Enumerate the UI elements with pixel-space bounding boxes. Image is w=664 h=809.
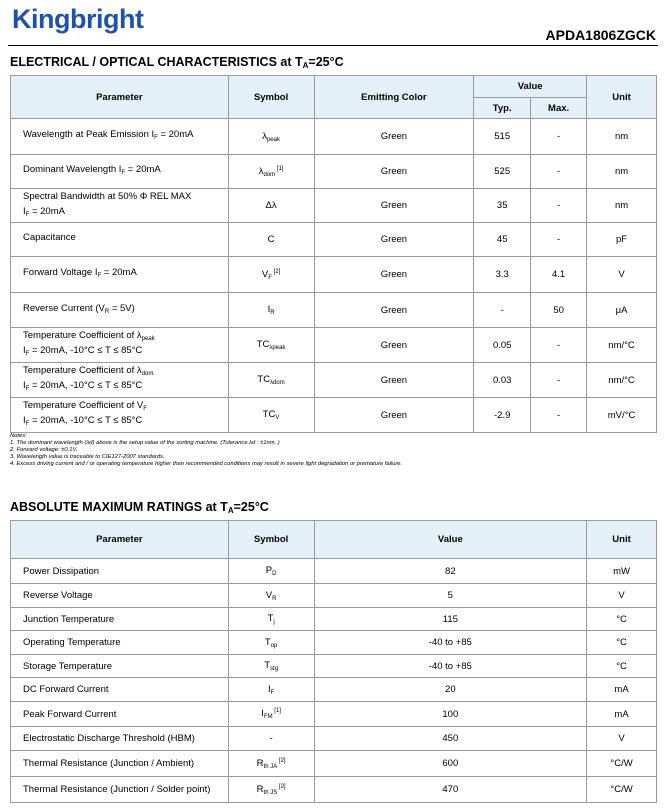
unit-cell: nm/°C <box>587 328 657 363</box>
value-cell: 450 <box>314 727 587 751</box>
parameter-text: I <box>23 345 26 356</box>
parameter-cell: Operating Temperature <box>11 631 229 655</box>
parameter-subscript: F <box>121 170 126 176</box>
unit-cell: μA <box>587 293 657 328</box>
header-value: Value <box>474 76 587 98</box>
table-row <box>11 398 657 433</box>
unit-cell: °C <box>587 655 657 678</box>
max-cell: - <box>531 155 587 189</box>
symbol-superscript: [2] <box>277 757 286 764</box>
unit-cell: °C/W <box>587 751 657 777</box>
max-cell: - <box>531 223 587 257</box>
parameter-line <box>23 330 228 345</box>
parameter-text: Temperature Coefficient of λ <box>23 330 142 341</box>
symbol-cell <box>228 398 314 433</box>
table-row <box>11 702 657 727</box>
max-cell: - <box>531 189 587 223</box>
value-cell: -40 to +85 <box>314 655 587 678</box>
symbol-cell <box>228 363 314 398</box>
parameter-cell: Electrostatic Discharge Threshold (HBM) <box>11 727 229 751</box>
emitting-color-cell: Green <box>314 155 474 189</box>
symbol-subscript: dom <box>263 171 276 178</box>
header-unit: Unit <box>587 76 657 119</box>
unit-cell: V <box>587 257 657 293</box>
parameter-text: = 20mA <box>125 164 161 175</box>
parameter-subscript: R <box>104 308 110 315</box>
parameter-text: Dominant Wavelength I <box>23 164 122 175</box>
symbol-cell <box>228 559 314 584</box>
parameter-text: = 20mA, -10°C ≤ T ≤ 85°C <box>29 345 143 356</box>
parameter-text: Forward Voltage I <box>23 267 98 278</box>
max-cell: - <box>531 398 587 433</box>
unit-cell: °C <box>587 608 657 631</box>
parameter-line <box>23 380 228 395</box>
header-value: Value <box>314 521 587 559</box>
emitting-color-cell: Green <box>314 223 474 257</box>
header-parameter: Parameter <box>11 521 229 559</box>
max-cell: - <box>531 363 587 398</box>
parameter-cell <box>11 363 229 398</box>
symbol-superscript: [2] <box>277 783 286 790</box>
unit-cell: nm <box>587 189 657 223</box>
symbol-text: I <box>267 304 271 315</box>
emitting-color-cell: Green <box>314 363 474 398</box>
table-row <box>11 584 657 608</box>
symbol-cell <box>228 751 314 777</box>
symbol-subscript: D <box>272 571 277 577</box>
table-row <box>11 751 657 777</box>
table-row <box>11 631 657 655</box>
parameter-text: I <box>23 380 26 391</box>
symbol-cell <box>228 727 314 751</box>
parameter-cell: Thermal Resistance (Junction / Solder point) <box>11 777 229 803</box>
parameter-text: = 20mA <box>29 205 65 217</box>
value-cell: 20 <box>314 678 587 702</box>
parameter-cell: Reverse Voltage <box>11 584 229 608</box>
symbol-cell <box>228 328 314 363</box>
parameter-text: Reverse Current (V <box>23 302 105 314</box>
symbol-text: TC <box>256 339 270 350</box>
header-unit: Unit <box>587 521 657 559</box>
parameter-text: = 20mA <box>101 267 137 278</box>
parameter-line <box>23 232 228 247</box>
parameter-text: = 5V) <box>109 302 135 314</box>
max-cell: 50 <box>531 293 587 328</box>
parameter-text: Temperature Coefficient of V <box>23 400 144 411</box>
parameter-line <box>23 415 228 430</box>
page-header <box>0 0 664 46</box>
unit-cell: mA <box>587 678 657 702</box>
parameter-line <box>23 191 228 206</box>
parameter-subscript: F <box>154 135 158 141</box>
parameter-line <box>23 303 228 318</box>
symbol-text: R <box>256 757 264 769</box>
header-parameter: Parameter <box>11 76 229 119</box>
brand-logo: Kingbright <box>12 4 144 34</box>
symbol-text: V <box>261 268 269 280</box>
parameter-cell: Peak Forward Current <box>11 702 229 727</box>
emitting-color-cell: Green <box>314 398 474 433</box>
unit-cell: V <box>587 584 657 608</box>
table-row <box>11 189 657 223</box>
symbol-subscript: stg <box>270 666 279 672</box>
table-row <box>11 257 657 293</box>
symbol-text: P <box>265 565 273 576</box>
typ-cell: 45 <box>474 223 531 257</box>
value-cell: 100 <box>314 702 587 727</box>
emitting-color-cell: Green <box>314 328 474 363</box>
symbol-text: C <box>267 233 275 245</box>
parameter-line <box>23 267 228 282</box>
table-row <box>11 328 657 363</box>
parameter-subscript: F <box>97 273 102 279</box>
typ-cell: 0.03 <box>474 363 531 398</box>
parameter-cell <box>11 155 229 189</box>
symbol-subscript: λdom <box>270 380 285 386</box>
symbol-text: λ <box>258 165 264 177</box>
symbol-subscript: th JA <box>263 763 278 770</box>
symbol-subscript: peak <box>266 136 280 143</box>
symbol-cell <box>228 631 314 655</box>
table-row <box>11 678 657 702</box>
parameter-line <box>23 164 228 179</box>
unit-cell: mW <box>587 559 657 584</box>
parameter-text: = 20mA, -10°C ≤ T ≤ 85°C <box>29 415 143 426</box>
parameter-cell: Storage Temperature <box>11 655 229 678</box>
parameter-cell <box>11 293 229 328</box>
emitting-color-cell: Green <box>314 189 474 223</box>
symbol-cell <box>228 119 314 155</box>
unit-cell: nm/°C <box>587 363 657 398</box>
emitting-color-cell: Green <box>314 257 474 293</box>
value-cell: 600 <box>314 751 587 777</box>
symbol-cell <box>228 678 314 702</box>
parameter-subscript: F <box>25 351 30 357</box>
emitting-color-cell: Green <box>314 119 474 155</box>
header-symbol: Symbol <box>228 521 314 559</box>
symbol-subscript: V <box>275 415 280 421</box>
symbol-text: T <box>264 636 271 648</box>
table-row <box>11 293 657 328</box>
symbol-cell <box>228 608 314 631</box>
part-number: APDA1806ZGCK <box>545 27 656 43</box>
symbol-cell <box>228 584 314 608</box>
note-line: 2. Forward voltage: ±0.1V. <box>10 447 78 453</box>
unit-cell: pF <box>587 223 657 257</box>
note-line: 1. The dominant wavelength (λd) above is the setup value of the sorting machine. (Tolerance λd : ±1nm. ) <box>10 440 280 446</box>
parameter-subscript: F <box>143 406 147 412</box>
symbol-superscript: [2] <box>271 268 281 275</box>
symbol-text: TC <box>257 374 271 385</box>
parameter-line <box>23 400 228 415</box>
parameter-cell <box>11 328 229 363</box>
note-line: 4. Excess driving current and / or operating temperature higher than recommended conditions may result in severe light degradation or premature failure. <box>10 461 403 467</box>
parameter-subscript: peak <box>141 336 155 342</box>
typ-cell: 515 <box>474 119 531 155</box>
symbol-text: T <box>264 660 271 671</box>
note-line: Notes: <box>10 433 27 439</box>
table-row <box>11 155 657 189</box>
parameter-cell: Thermal Resistance (Junction / Ambient) <box>11 751 229 777</box>
symbol-subscript: FM <box>263 714 273 720</box>
absolute-maximum-ratings-table <box>10 520 657 803</box>
table-row <box>11 363 657 398</box>
symbol-subscript: R <box>270 310 275 316</box>
parameter-text: Spectral Bandwidth at 50% Φ REL MAX <box>23 190 192 202</box>
typ-cell: - <box>474 293 531 328</box>
table-row <box>11 655 657 678</box>
parameter-line <box>23 206 228 221</box>
symbol-text: λ <box>262 130 267 142</box>
symbol-text: I <box>267 683 271 695</box>
symbol-subscript: F <box>268 274 272 281</box>
value-cell: 82 <box>314 559 587 584</box>
symbol-cell <box>228 155 314 189</box>
symbol-text: TC <box>262 409 276 420</box>
symbol-cell <box>228 702 314 727</box>
parameter-text: Capacitance <box>23 232 76 243</box>
parameter-subscript: dom <box>141 371 154 377</box>
parameter-cell: Power Dissipation <box>11 559 229 584</box>
symbol-subscript: op <box>270 642 278 649</box>
unit-cell: V <box>587 727 657 751</box>
table-row <box>11 559 657 584</box>
symbol-cell <box>228 777 314 803</box>
parameter-text: = 20mA, -10°C ≤ T ≤ 85°C <box>29 380 143 391</box>
symbol-cell <box>228 257 314 293</box>
electrical-section-title: ELECTRICAL / OPTICAL CHARACTERISTICS at $T_A=25^\circ C$ <box>10 55 344 70</box>
header-emitting-color: Emitting Color <box>314 76 474 119</box>
electrical-characteristics-table <box>10 75 657 433</box>
parameter-cell <box>11 119 229 155</box>
symbol-text: I <box>261 708 264 719</box>
typ-cell: 3.3 <box>474 257 531 293</box>
parameter-cell: DC Forward Current <box>11 678 229 702</box>
symbol-text: Δλ <box>265 199 277 211</box>
max-cell: 4.1 <box>531 257 587 293</box>
parameter-cell <box>11 223 229 257</box>
parameter-text: I <box>23 415 26 426</box>
parameter-cell <box>11 398 229 433</box>
parameter-line <box>23 365 228 380</box>
symbol-superscript: [1] <box>272 708 281 714</box>
value-cell: 5 <box>314 584 587 608</box>
symbol-superscript: [1] <box>275 165 284 172</box>
unit-cell: nm <box>587 155 657 189</box>
unit-cell: °C <box>587 631 657 655</box>
header-symbol: Symbol <box>228 76 314 119</box>
max-cell: - <box>531 119 587 155</box>
table-row <box>11 119 657 155</box>
table-row <box>11 223 657 257</box>
parameter-text: I <box>23 205 26 217</box>
parameter-subscript: F <box>25 386 30 392</box>
symbol-cell <box>228 655 314 678</box>
symbol-subscript: F <box>270 689 275 696</box>
parameter-text: = 20mA <box>157 129 194 140</box>
symbol-text: - <box>269 732 273 744</box>
symbol-text: V <box>265 589 273 601</box>
notes <box>10 433 402 468</box>
parameter-subscript: F <box>25 421 30 427</box>
value-cell: -40 to +85 <box>314 631 587 655</box>
symbol-subscript: λpeak <box>269 345 286 351</box>
value-cell: 470 <box>314 777 587 803</box>
symbol-text: R <box>256 783 264 795</box>
symbol-cell <box>228 293 314 328</box>
typ-cell: 525 <box>474 155 531 189</box>
max-cell: - <box>531 328 587 363</box>
symbol-cell <box>228 189 314 223</box>
table-row <box>11 727 657 751</box>
value-cell: 115 <box>314 608 587 631</box>
parameter-line <box>23 129 228 144</box>
header-typ: Typ. <box>474 98 531 119</box>
header-max: Max. <box>531 98 587 119</box>
unit-cell: mV/°C <box>587 398 657 433</box>
typ-cell: 0.05 <box>474 328 531 363</box>
unit-cell: °C/W <box>587 777 657 803</box>
symbol-text: T <box>267 613 274 624</box>
header-divider <box>8 45 658 46</box>
unit-cell: mA <box>587 702 657 727</box>
symbol-subscript: R <box>272 595 277 602</box>
table-row <box>11 777 657 803</box>
symbol-cell <box>228 223 314 257</box>
emitting-color-cell: Green <box>314 293 474 328</box>
parameter-cell: Junction Temperature <box>11 608 229 631</box>
parameter-subscript: F <box>25 211 30 218</box>
parameter-text: Wavelength at Peak Emission I <box>23 129 155 140</box>
table-row <box>11 608 657 631</box>
parameter-line <box>23 345 228 360</box>
parameter-cell <box>11 257 229 293</box>
parameter-cell <box>11 189 229 223</box>
unit-cell: nm <box>587 119 657 155</box>
absolute-ratings-section-title: ABSOLUTE MAXIMUM RATINGS at $T_A=25^\circ C$ <box>10 500 269 515</box>
typ-cell: 35 <box>474 189 531 223</box>
symbol-subscript: j <box>273 619 275 625</box>
symbol-subscript: th JS <box>263 789 278 796</box>
parameter-text: Temperature Coefficient of λ <box>23 365 142 376</box>
typ-cell: -2.9 <box>474 398 531 433</box>
note-line: 3. Wavelength value is traceable to CIE127-2007 standards. <box>10 454 165 460</box>
